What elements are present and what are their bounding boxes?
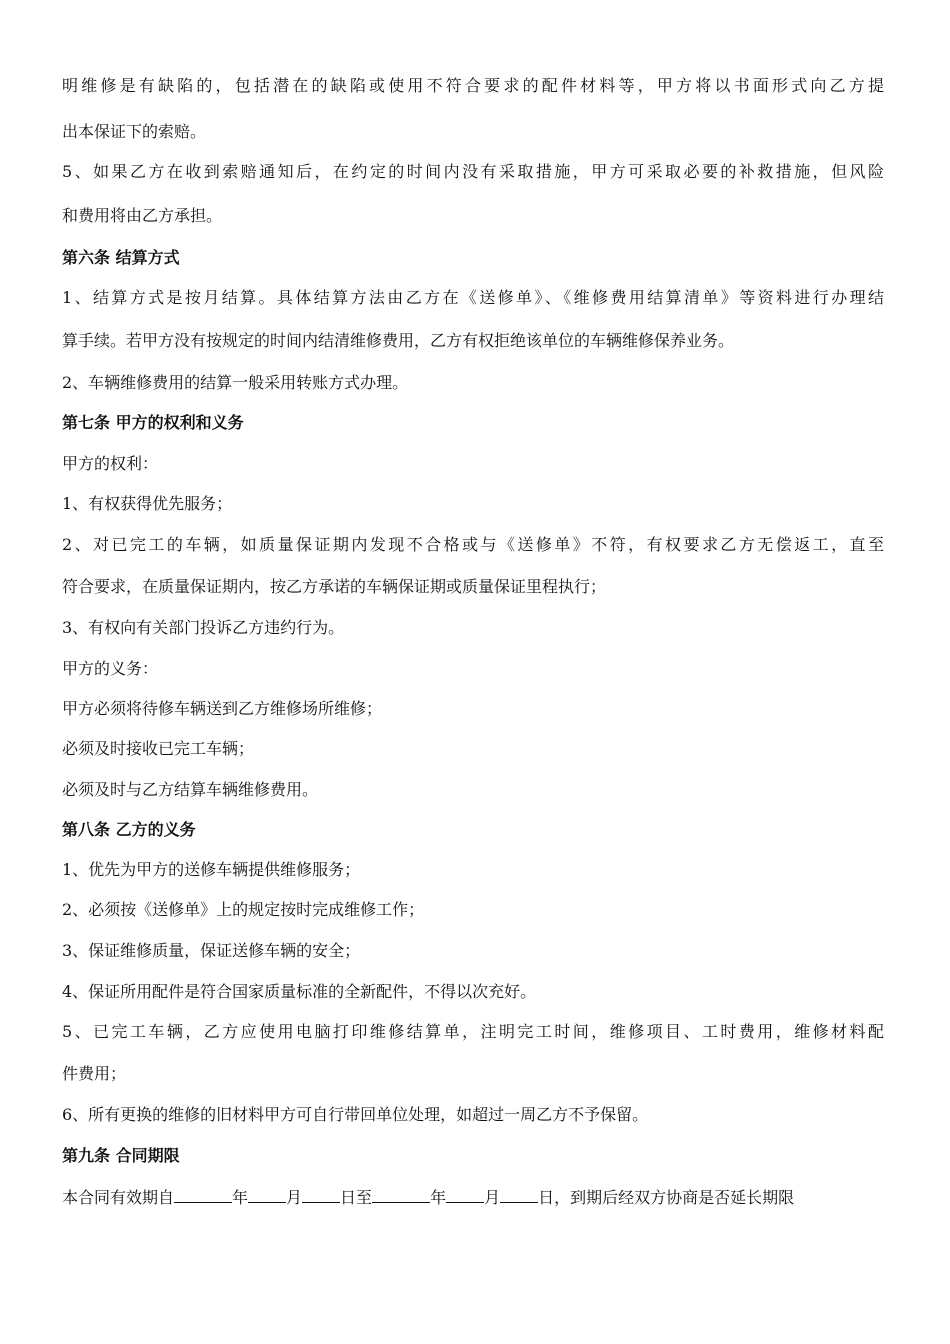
term-year-label-end: 年: [430, 1188, 447, 1207]
paragraph-line: 4、保证所用配件是符合国家质量标准的全新配件，不得以次充好。: [62, 982, 537, 1001]
paragraph-line: 1、有权获得优先服务；: [62, 494, 233, 513]
paragraph-line: 件费用；: [62, 1064, 127, 1083]
paragraph-line: 6、所有更换的维修的旧材料甲方可自行带回单位处理，如超过一周乙方不予保留。: [62, 1105, 649, 1124]
paragraph-line: 明维修是有缺陷的，包括潜在的缺陷或使用不符合要求的配件材料等，甲方将以书面形式向乙方提: [62, 76, 884, 95]
paragraph-line: 3、有权向有关部门投诉乙方违约行为。: [62, 618, 345, 637]
section-heading-7: 第七条 甲方的权利和义务: [62, 413, 244, 432]
paragraph-line: 2、必须按《送修单》上的规定按时完成维修工作；: [62, 900, 425, 919]
paragraph-line: 甲方的权利：: [62, 454, 159, 473]
term-month-label: 月: [286, 1188, 303, 1207]
term-suffix: 日，到期后经双方协商是否延长期限: [538, 1188, 795, 1207]
term-month-label-end: 月: [484, 1188, 501, 1207]
paragraph-line: 甲方的义务：: [62, 659, 159, 678]
section-heading-9: 第九条 合同期限: [62, 1146, 180, 1165]
paragraph-line: 5、如果乙方在收到索赔通知后，在约定的时间内没有采取措施，甲方可采取必要的补救措施，但风险: [62, 162, 884, 181]
paragraph-line: 2、对已完工的车辆，如质量保证期内发现不合格或与《送修单》不符，有权要求乙方无偿返工，直至: [62, 535, 884, 554]
blank-end-day[interactable]: [500, 1186, 538, 1203]
paragraph-line: 必须及时与乙方结算车辆维修费用。: [62, 780, 319, 799]
paragraph-line: 甲方必须将待修车辆送到乙方维修场所维修；: [62, 699, 383, 718]
paragraph-line: 和费用将由乙方承担。: [62, 206, 223, 225]
section-heading-6: 第六条 结算方式: [62, 248, 180, 267]
term-day-label: 日至: [340, 1188, 373, 1207]
paragraph-line: 1、结算方式是按月结算。具体结算方法由乙方在《送修单》、《维修费用结算清单》等资料进行办理结: [62, 288, 884, 307]
blank-start-year[interactable]: [174, 1186, 232, 1203]
contract-term-line: [62, 1186, 884, 1208]
blank-start-month[interactable]: [248, 1186, 286, 1203]
paragraph-line: 必须及时接收已完工车辆；: [62, 739, 255, 758]
blank-start-day[interactable]: [302, 1186, 340, 1203]
paragraph-line: 算手续。若甲方没有按规定的时间内结清维修费用，乙方有权拒绝该单位的车辆维修保养业务。: [62, 331, 735, 350]
term-prefix: 本合同有效期自: [62, 1188, 175, 1207]
paragraph-line: 5、已完工车辆，乙方应使用电脑打印维修结算单，注明完工时间，维修项目、工时费用，维修材料配: [62, 1022, 884, 1041]
paragraph-line: 符合要求，在质量保证期内，按乙方承诺的车辆保证期或质量保证里程执行；: [62, 577, 607, 596]
paragraph-line: 出本保证下的索赔。: [62, 122, 207, 141]
section-heading-8: 第八条 乙方的义务: [62, 820, 196, 839]
blank-end-year[interactable]: [372, 1186, 430, 1203]
blank-end-month[interactable]: [446, 1186, 484, 1203]
paragraph-line: 3、保证维修质量，保证送修车辆的安全；: [62, 941, 361, 960]
term-year-label: 年: [232, 1188, 249, 1207]
paragraph-line: 1、优先为甲方的送修车辆提供维修服务；: [62, 860, 361, 879]
paragraph-line: 2、车辆维修费用的结算一般采用转账方式办理。: [62, 373, 409, 392]
